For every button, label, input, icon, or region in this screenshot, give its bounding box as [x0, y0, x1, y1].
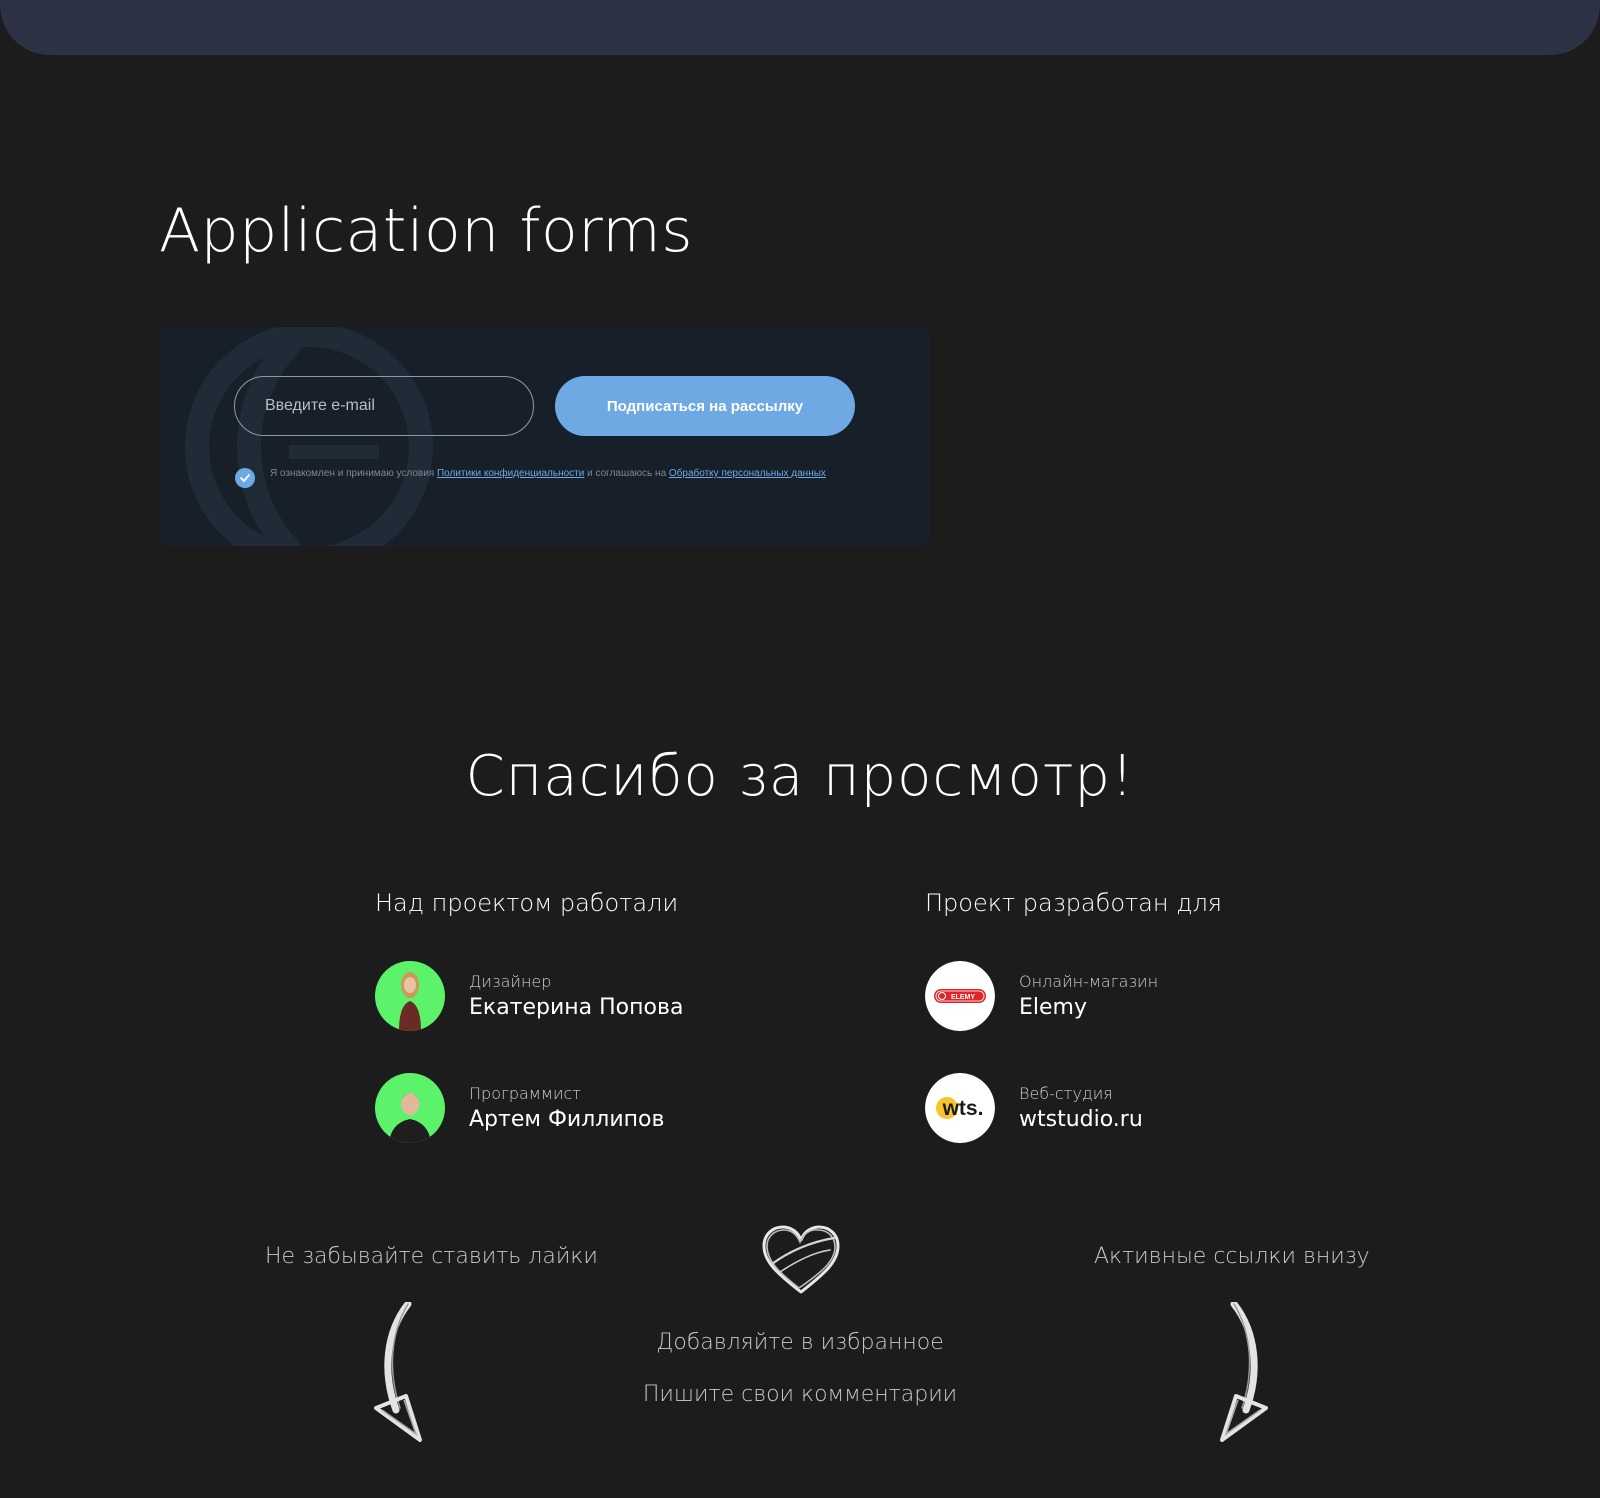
team-member-name: Артем Филлипов — [469, 1107, 665, 1132]
subscribe-form-card — [159, 327, 930, 546]
comments-hint: Пишите свои комментарии — [642, 1382, 958, 1407]
privacy-policy-link[interactable]: Политики конфиденциальности — [436, 468, 585, 479]
wtstudio-logo — [925, 1073, 995, 1143]
client-name: Elemy — [1019, 995, 1087, 1020]
elemy-logo-text: ELEMY — [950, 993, 976, 1001]
wtstudio-logo-text: wts. — [942, 1097, 984, 1120]
programmer-avatar — [375, 1073, 445, 1143]
check-icon — [240, 474, 250, 482]
designer-avatar — [375, 961, 445, 1031]
consent-text — [270, 467, 830, 480]
likes-hint: Не забывайте ставить лайки — [265, 1244, 598, 1269]
client-name: wtstudio.ru — [1019, 1107, 1143, 1132]
team-member-name: Екатерина Попова — [469, 995, 684, 1020]
consent-prefix: Я ознакомлен и принимаю условия — [270, 468, 437, 479]
client-item[interactable] — [925, 961, 1158, 1031]
client-item[interactable] — [925, 1073, 1143, 1143]
client-info — [1019, 1084, 1143, 1132]
top-band — [0, 0, 1600, 55]
personal-data-link[interactable]: Обработку персональных данных — [668, 468, 826, 479]
subscribe-button[interactable]: Подписаться на рассылку — [555, 376, 855, 436]
client-info — [1019, 972, 1158, 1020]
team-member-info — [469, 1084, 664, 1132]
clients-heading: Проект разработан для — [925, 889, 1222, 917]
heart-icon — [758, 1222, 844, 1298]
thanks-title: Спасибо за просмотр! — [465, 744, 1135, 809]
email-input[interactable] — [234, 376, 534, 436]
team-member-role: Дизайнер — [469, 972, 552, 991]
team-member-role: Программист — [469, 1084, 582, 1103]
elemy-logo — [925, 961, 995, 1031]
favorites-hint: Добавляйте в избранное — [656, 1330, 944, 1355]
consent-checkbox[interactable] — [235, 468, 255, 488]
brand-watermark-icon — [159, 327, 459, 546]
links-hint: Активные ссылки внизу — [1094, 1244, 1370, 1269]
team-heading: Над проектом работали — [375, 889, 679, 917]
team-member — [375, 1073, 664, 1143]
client-role: Веб-студия — [1019, 1084, 1113, 1103]
arrow-down-left-icon — [374, 1302, 434, 1442]
arrow-down-right-icon — [1208, 1302, 1268, 1442]
team-member — [375, 961, 683, 1031]
section-title: Application forms — [159, 196, 693, 266]
client-role: Онлайн-магазин — [1019, 972, 1159, 991]
team-member-info — [469, 972, 683, 1020]
consent-middle: и соглашаюсь на — [584, 468, 669, 479]
